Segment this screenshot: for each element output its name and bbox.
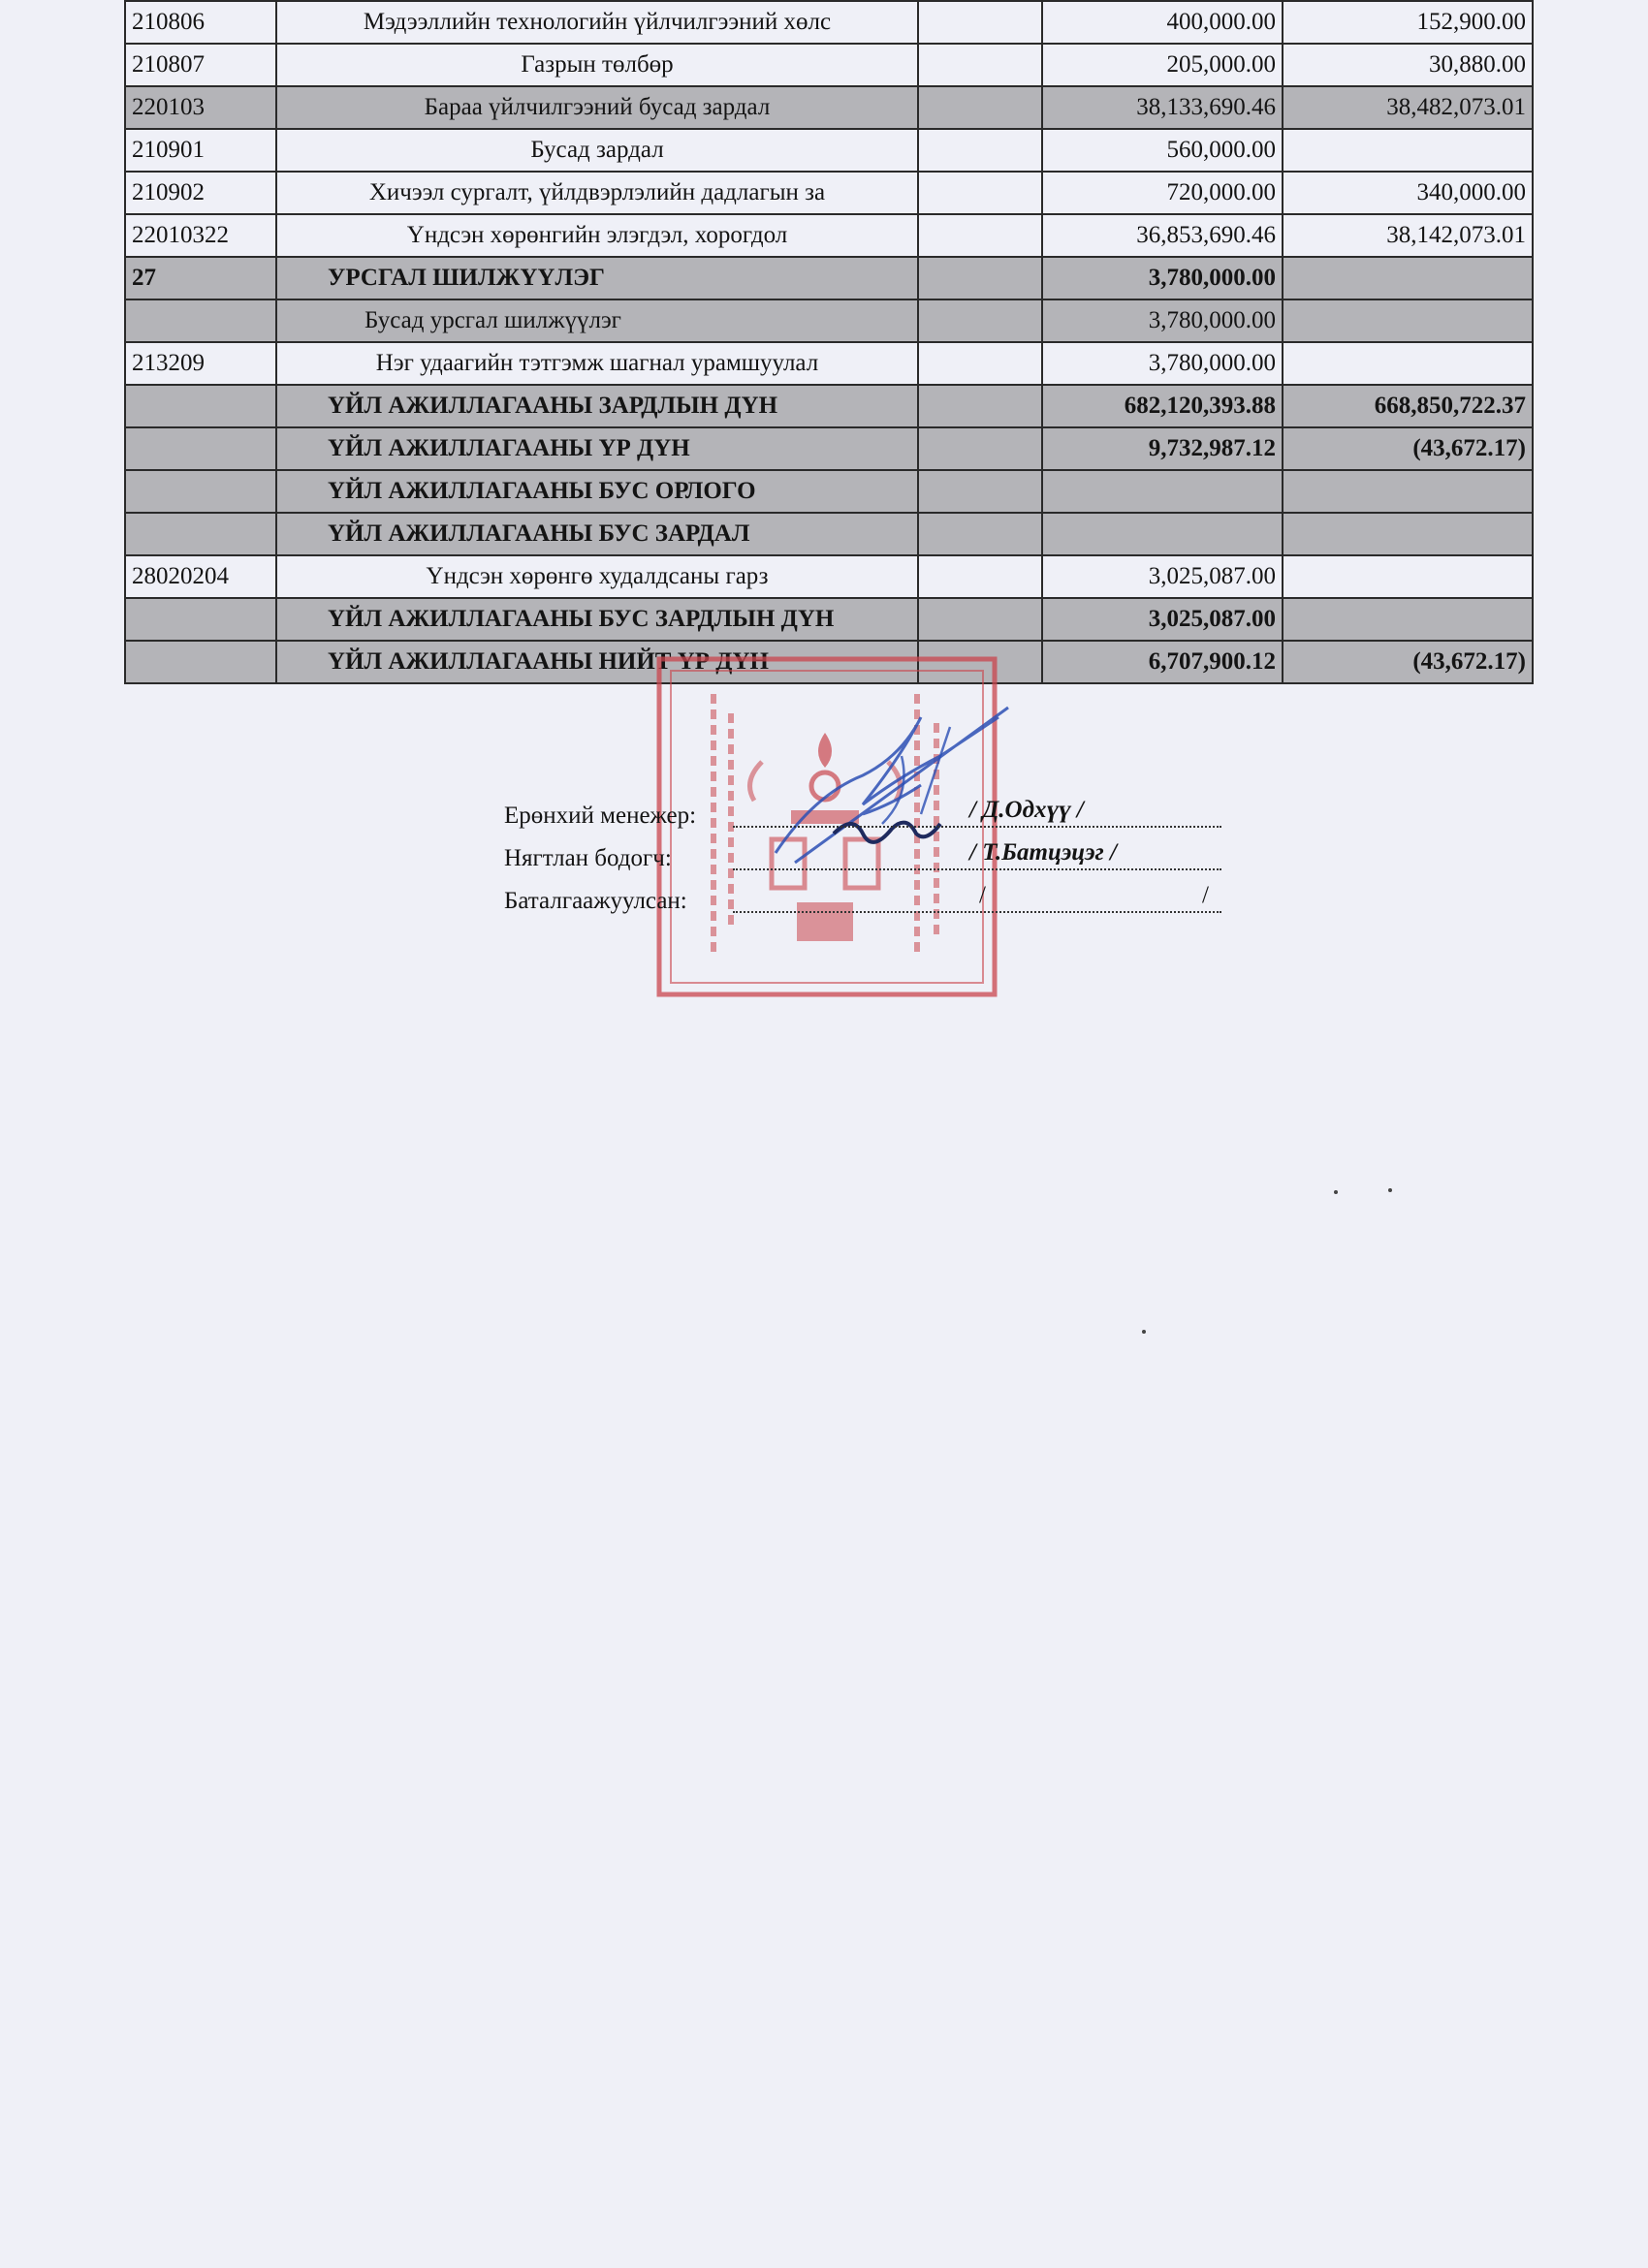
verified-slash-end: / (1202, 882, 1209, 908)
table-row (125, 214, 1533, 257)
manager-signature-line (733, 826, 1221, 828)
table-row (125, 555, 1533, 598)
current-amount-cell: 682,120,393.88 (1042, 385, 1283, 427)
note-cell (918, 342, 1042, 385)
account-name-cell: Мэдээллийн технологийн үйлчилгээний хөлс (276, 1, 918, 44)
account-name-cell: ҮЙЛ АЖИЛЛАГААНЫ ҮР ДҮН (276, 427, 918, 470)
account-code-cell: 27 (125, 257, 276, 299)
scan-speck (1388, 1188, 1392, 1192)
account-name-cell: Үндсэн хөрөнгийн элэгдэл, хорогдол (276, 214, 918, 257)
account-code-cell (125, 427, 276, 470)
current-amount-cell: 560,000.00 (1042, 129, 1283, 172)
previous-amount-cell (1283, 342, 1533, 385)
current-amount-cell (1042, 513, 1283, 555)
verified-label: Баталгаажуулсан: (504, 888, 687, 914)
account-code-cell (125, 513, 276, 555)
table-row (125, 427, 1533, 470)
account-name-cell: Бусад зардал (276, 129, 918, 172)
table-row (125, 86, 1533, 129)
signature-row-manager (504, 797, 1221, 839)
previous-amount-cell (1283, 598, 1533, 641)
current-amount-cell: 3,780,000.00 (1042, 299, 1283, 342)
note-cell (918, 257, 1042, 299)
account-name-cell: ҮЙЛ АЖИЛЛАГААНЫ БУС ЗАРДЛЫН ДҮН (276, 598, 918, 641)
account-code-cell: 210901 (125, 129, 276, 172)
account-name-cell: Газрын төлбөр (276, 44, 918, 86)
previous-amount-cell (1283, 470, 1533, 513)
note-cell (918, 129, 1042, 172)
table-row (125, 299, 1533, 342)
note-cell (918, 598, 1042, 641)
previous-amount-cell: 38,482,073.01 (1283, 86, 1533, 129)
current-amount-cell: 400,000.00 (1042, 1, 1283, 44)
table-row (125, 385, 1533, 427)
account-name-cell: Үндсэн хөрөнгө худалдсаны гарз (276, 555, 918, 598)
current-amount-cell: 9,732,987.12 (1042, 427, 1283, 470)
previous-amount-cell: 152,900.00 (1283, 1, 1533, 44)
current-amount-cell: 6,707,900.12 (1042, 641, 1283, 683)
previous-amount-cell: (43,672.17) (1283, 641, 1533, 683)
account-code-cell (125, 299, 276, 342)
account-code-cell (125, 385, 276, 427)
current-amount-cell: 205,000.00 (1042, 44, 1283, 86)
financial-table (124, 0, 1534, 684)
note-cell (918, 299, 1042, 342)
note-cell (918, 427, 1042, 470)
current-amount-cell: 3,780,000.00 (1042, 257, 1283, 299)
previous-amount-cell: 30,880.00 (1283, 44, 1533, 86)
account-code-cell (125, 470, 276, 513)
account-name-cell: ҮЙЛ АЖИЛЛАГААНЫ БУС ЗАРДАЛ (276, 513, 918, 555)
account-code-cell: 28020204 (125, 555, 276, 598)
current-amount-cell: 38,133,690.46 (1042, 86, 1283, 129)
account-name-cell: ҮЙЛ АЖИЛЛАГААНЫ ЗАРДЛЫН ДҮН (276, 385, 918, 427)
accountant-signature-line (733, 868, 1221, 870)
account-name-cell: Бараа үйлчилгээний бусад зардал (276, 86, 918, 129)
previous-amount-cell: 38,142,073.01 (1283, 214, 1533, 257)
previous-amount-cell: (43,672.17) (1283, 427, 1533, 470)
account-code-cell: 213209 (125, 342, 276, 385)
current-amount-cell: 3,025,087.00 (1042, 598, 1283, 641)
note-cell (918, 555, 1042, 598)
previous-amount-cell: 340,000.00 (1283, 172, 1533, 214)
scan-speck (1334, 1190, 1338, 1194)
account-code-cell (125, 641, 276, 683)
account-code-cell: 220103 (125, 86, 276, 129)
current-amount-cell: 3,025,087.00 (1042, 555, 1283, 598)
account-code-cell (125, 598, 276, 641)
current-amount-cell: 36,853,690.46 (1042, 214, 1283, 257)
current-amount-cell: 3,780,000.00 (1042, 342, 1283, 385)
note-cell (918, 1, 1042, 44)
verified-signature-line (733, 911, 1221, 913)
accountant-label: Нягтлан бодогч: (504, 845, 672, 871)
financial-table-body (125, 1, 1533, 683)
accountant-name: / Т.Батцэцэг / (969, 839, 1117, 866)
table-row (125, 129, 1533, 172)
current-amount-cell (1042, 470, 1283, 513)
note-cell (918, 44, 1042, 86)
note-cell (918, 513, 1042, 555)
table-row (125, 513, 1533, 555)
signature-row-verified (504, 882, 1221, 925)
account-name-cell: ҮЙЛ АЖИЛЛАГААНЫ НИЙТ ҮР ДҮН (276, 641, 918, 683)
previous-amount-cell (1283, 299, 1533, 342)
table-row (125, 44, 1533, 86)
previous-amount-cell: 668,850,722.37 (1283, 385, 1533, 427)
note-cell (918, 214, 1042, 257)
account-code-cell: 210807 (125, 44, 276, 86)
table-row (125, 470, 1533, 513)
current-amount-cell: 720,000.00 (1042, 172, 1283, 214)
account-name-cell: УРСГАЛ ШИЛЖҮҮЛЭГ (276, 257, 918, 299)
note-cell (918, 86, 1042, 129)
account-name-cell: Нэг удаагийн тэтгэмж шагнал урамшуулал (276, 342, 918, 385)
account-code-cell: 210806 (125, 1, 276, 44)
verified-slash-start: / (979, 882, 986, 908)
previous-amount-cell (1283, 257, 1533, 299)
table-row (125, 257, 1533, 299)
table-row (125, 172, 1533, 214)
account-name-cell: Бусад урсгал шилжүүлэг (276, 299, 918, 342)
previous-amount-cell (1283, 555, 1533, 598)
scan-speck (1142, 1330, 1146, 1334)
table-row (125, 1, 1533, 44)
account-name-cell: Хичээл сургалт, үйлдвэрлэлийн дадлагын за (276, 172, 918, 214)
table-row (125, 342, 1533, 385)
table-row (125, 598, 1533, 641)
account-code-cell: 210902 (125, 172, 276, 214)
manager-name: / Д.Одхүү / (969, 797, 1084, 823)
previous-amount-cell (1283, 129, 1533, 172)
signature-block (504, 797, 1221, 925)
signature-row-accountant (504, 839, 1221, 882)
account-name-cell: ҮЙЛ АЖИЛЛАГААНЫ БУС ОРЛОГО (276, 470, 918, 513)
note-cell (918, 470, 1042, 513)
manager-label: Ерөнхий менежер: (504, 803, 697, 829)
note-cell (918, 385, 1042, 427)
note-cell (918, 172, 1042, 214)
account-code-cell: 22010322 (125, 214, 276, 257)
previous-amount-cell (1283, 513, 1533, 555)
